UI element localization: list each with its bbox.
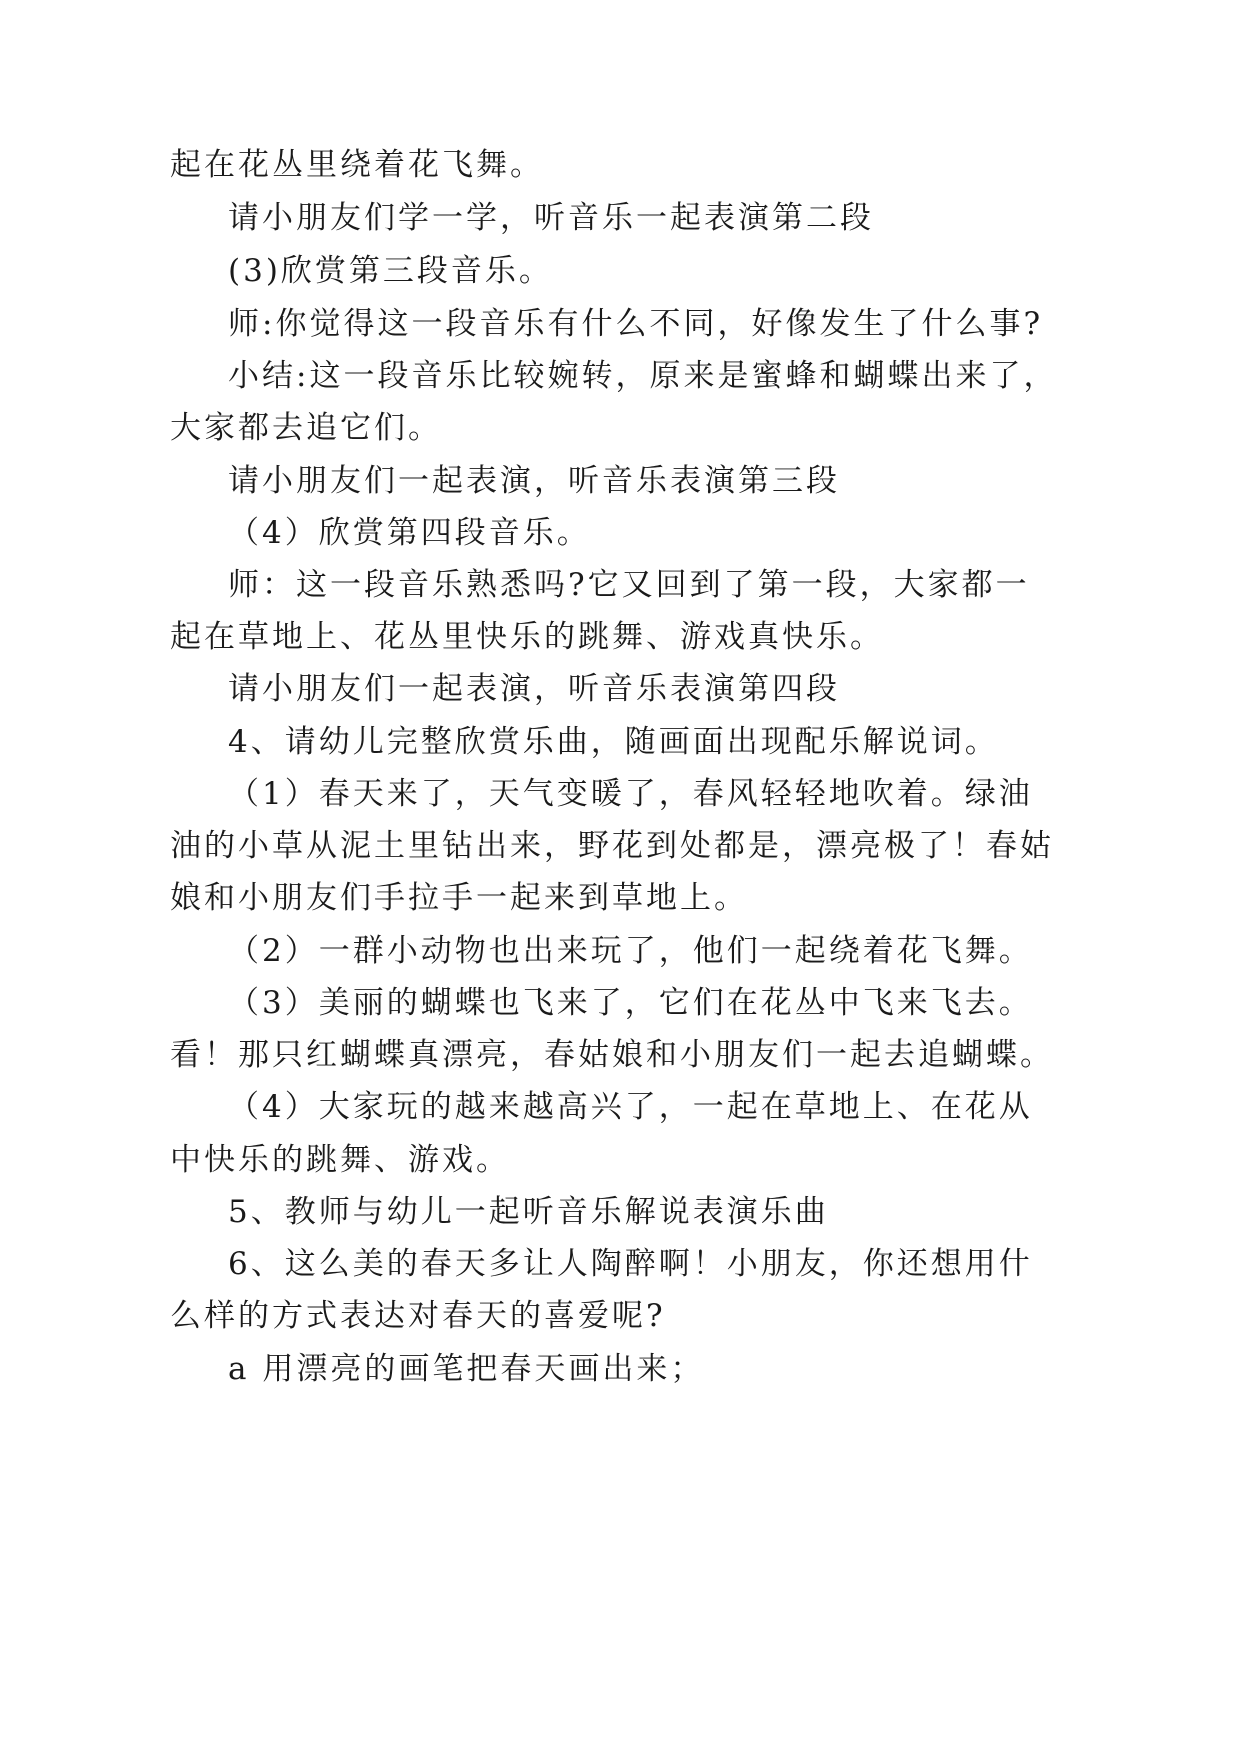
text-line-8: （4）欣赏第四段音乐。: [228, 515, 591, 551]
text-line-10: 起在草地上、花丛里快乐的跳舞、游戏真快乐。: [170, 619, 884, 655]
text-line-24: a 用漂亮的画笔把春天画出来；: [228, 1351, 705, 1387]
text-line-16: （2）一群小动物也出来玩了，他们一起绕着花飞舞。: [228, 933, 1033, 969]
text-line-3: (3)欣赏第三段音乐。: [228, 253, 553, 289]
text-line-15: 娘和小朋友们手拉手一起来到草地上。: [170, 880, 748, 916]
text-line-22: 6、这么美的春天多让人陶醉啊！小朋友，你还想用什: [228, 1246, 1033, 1282]
text-line-7: 请小朋友们一起表演，听音乐表演第三段: [228, 463, 840, 499]
text-line-19: （4）大家玩的越来越高兴了，一起在草地上、在花从: [228, 1089, 1033, 1125]
text-line-11: 请小朋友们一起表演，听音乐表演第四段: [228, 671, 840, 707]
text-line-2: 请小朋友们学一学，听音乐一起表演第二段: [228, 200, 874, 236]
text-line-17: （3）美丽的蝴蝶也飞来了，它们在花丛中飞来飞去。: [228, 985, 1033, 1021]
text-line-4: 师:你觉得这一段音乐有什么不同，好像发生了什么事?: [228, 306, 1044, 342]
text-line-23: 么样的方式表达对春天的喜爱呢?: [170, 1298, 666, 1334]
text-line-18: 看！那只红蝴蝶真漂亮，春姑娘和小朋友们一起去追蝴蝶。: [170, 1037, 1054, 1073]
text-line-5: 小结:这一段音乐比较婉转，原来是蜜蜂和蝴蝶出来了，: [228, 358, 1058, 394]
text-line-12: 4、请幼儿完整欣赏乐曲，随画面出现配乐解说词。: [228, 724, 999, 760]
text-line-13: （1）春天来了，天气变暖了，春风轻轻地吹着。绿油: [228, 776, 1033, 812]
text-line-21: 5、教师与幼儿一起听音乐解说表演乐曲: [228, 1194, 829, 1230]
text-line-6: 大家都去追它们。: [170, 410, 442, 446]
text-line-1: 起在花丛里绕着花飞舞。: [170, 147, 544, 183]
text-line-9: 师：这一段音乐熟悉吗?它又回到了第一段，大家都一: [228, 567, 1030, 603]
text-line-20: 中快乐的跳舞、游戏。: [170, 1142, 510, 1178]
text-line-14: 油的小草从泥土里钻出来，野花到处都是，漂亮极了！春姑: [170, 828, 1054, 864]
